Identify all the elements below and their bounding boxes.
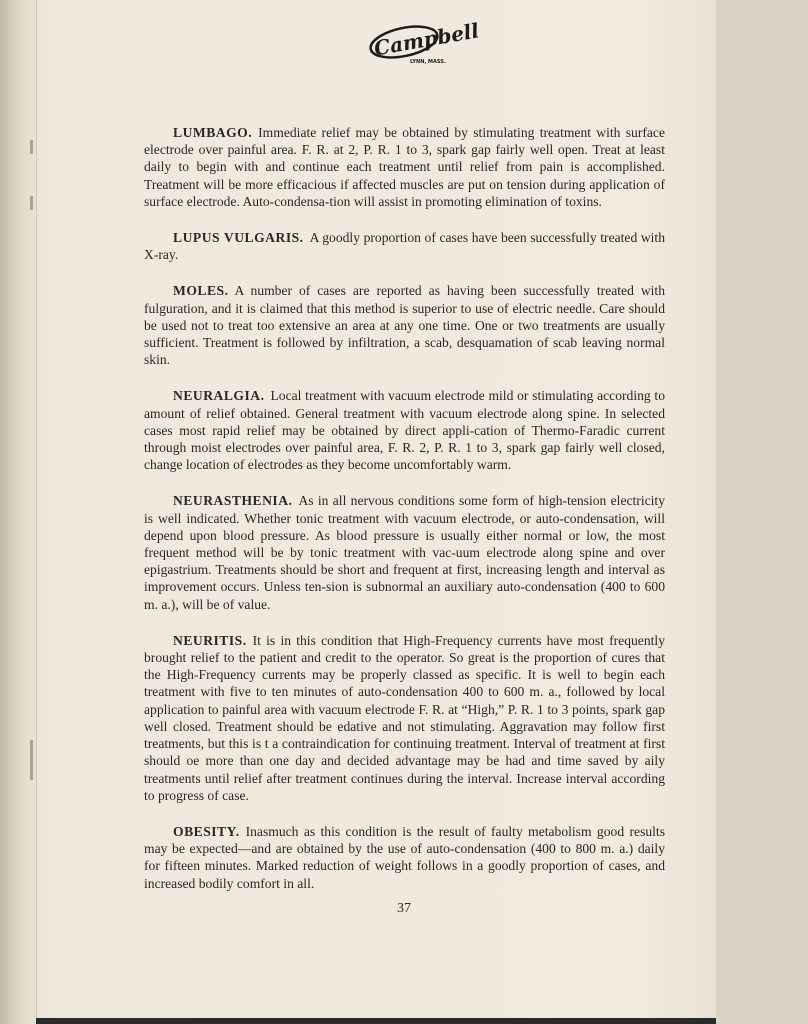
campbell-logo (366, 18, 481, 66)
entry-text: As in all nervous conditions some form of high-tension electricity is well indicated. Whether tonic treatment with vacuum electrode, or auto-condensation, will depend upon blood pressure. As blood pressure is usually either normal or low, the most frequent method will be by tonic treatment with vac-uum electrode along spine and over epigastrium. Treatments should be short and frequent at first, increasing length and interval as improvement occurs. Unless ten-sion is subnormal an auxiliary auto-condensation (400 to 600 m. a.), will be of value. (144, 493, 665, 612)
page-binding (0, 0, 37, 1024)
entry-moles (144, 282, 665, 368)
entry-neuritis (144, 632, 665, 804)
entry-obesity (144, 823, 665, 892)
entry-neurasthenia (144, 492, 665, 612)
entry-heading: MOLES. (173, 283, 229, 299)
entry-lumbago (144, 124, 665, 210)
page-bottom-edge (36, 1018, 716, 1024)
binding-stitch (30, 140, 33, 154)
entry-heading: NEURASTHENIA. (173, 493, 293, 509)
entry-text: A goodly proportion of cases have been successfully treated with X-ray. (144, 230, 666, 263)
entry-heading: LUMBAGO. (173, 125, 253, 140)
entry-text: A number of cases are reported as having been successfully treated with fulguration, and it is claimed that this method is superior to use of electric needle. Care should be used not to treat too extensive an area at any one time. One or two treatments are usually sufficient. Treatment is followed by infiltration, a scab, desquamation of scab leaving normal skin. (144, 283, 665, 368)
entry-heading: OBESITY. (173, 823, 240, 839)
page-content (144, 124, 665, 911)
entry-text: Local treatment with vacuum electrode mild or stimulating according to amount of relief obtained. General treatment with vacuum electrode along spine. In selected cases most rapid relief may be obtained by direct appli-cation of Thermo-Faradic current through moist electrodes over painful area, F. R. 2, P. R. 1 to 3, spark gap fairly well closed, change location of electrodes as they become uncomfortably warm. (144, 388, 665, 473)
entry-heading: NEURALGIA. (173, 388, 265, 404)
binding-stitch (30, 740, 33, 780)
logo-wordmark: Campbell (372, 18, 481, 61)
page-number: 37 (397, 901, 411, 916)
entry-text: Inasmuch as this condition is the result of faulty metabolism good results may be expected—and are obtained by the use of auto-condensation (400 to 800 m. a.) daily for fifteen minutes. Marked reduction of weight follows in a goodly proportion of cases, and increased bodily comfort in all. (144, 823, 665, 891)
binding-stitch (30, 196, 33, 210)
entry-neuralgia (144, 387, 665, 473)
logo-subtext: LYNN, MASS. (410, 59, 446, 65)
entry-text: It is in this condition that High-Frequency currents have most frequently brought relief to the patient and credit to the operator. So great is the proportion of cures that the High-Frequency currents may be properly classed as specific. It is well to begin each treatment with five to ten minutes of auto-condensation 400 to 600 m. a., followed by local application to painful area with vacuum electrode F. R. at “High,” P. R. 1 to 3 points, spark gap well closed. Treatment should be edative and not stimulating. Aggravation may follow first treatments, but this is t a contraindication for continuing treatment. Interval of treatment at first should oe more than one day and decided advantage may be had and time saved by aily treatments until relief after treatment continues during the interval. Increase interval according to progress of case. (144, 632, 665, 803)
entry-text: Immediate relief may be obtained by stimulating treatment with surface electrode over painful area. F. R. at 2, P. R. 1 to 3, spark gap fairly well open. Treat at least daily to begin with and continue each treatment until relief from pain is accomplished. Treatment will be more efficacious if affected muscles are put on tension during application of surface electrode. Auto-condensa-tion will assist in promoting elimination of toxins. (144, 125, 665, 209)
entry-lupus-vulgaris (144, 229, 665, 263)
campbell-logo-icon (366, 18, 481, 66)
entry-heading: LUPUS VULGARIS. (173, 230, 304, 246)
entry-heading: NEURITIS. (173, 632, 247, 648)
